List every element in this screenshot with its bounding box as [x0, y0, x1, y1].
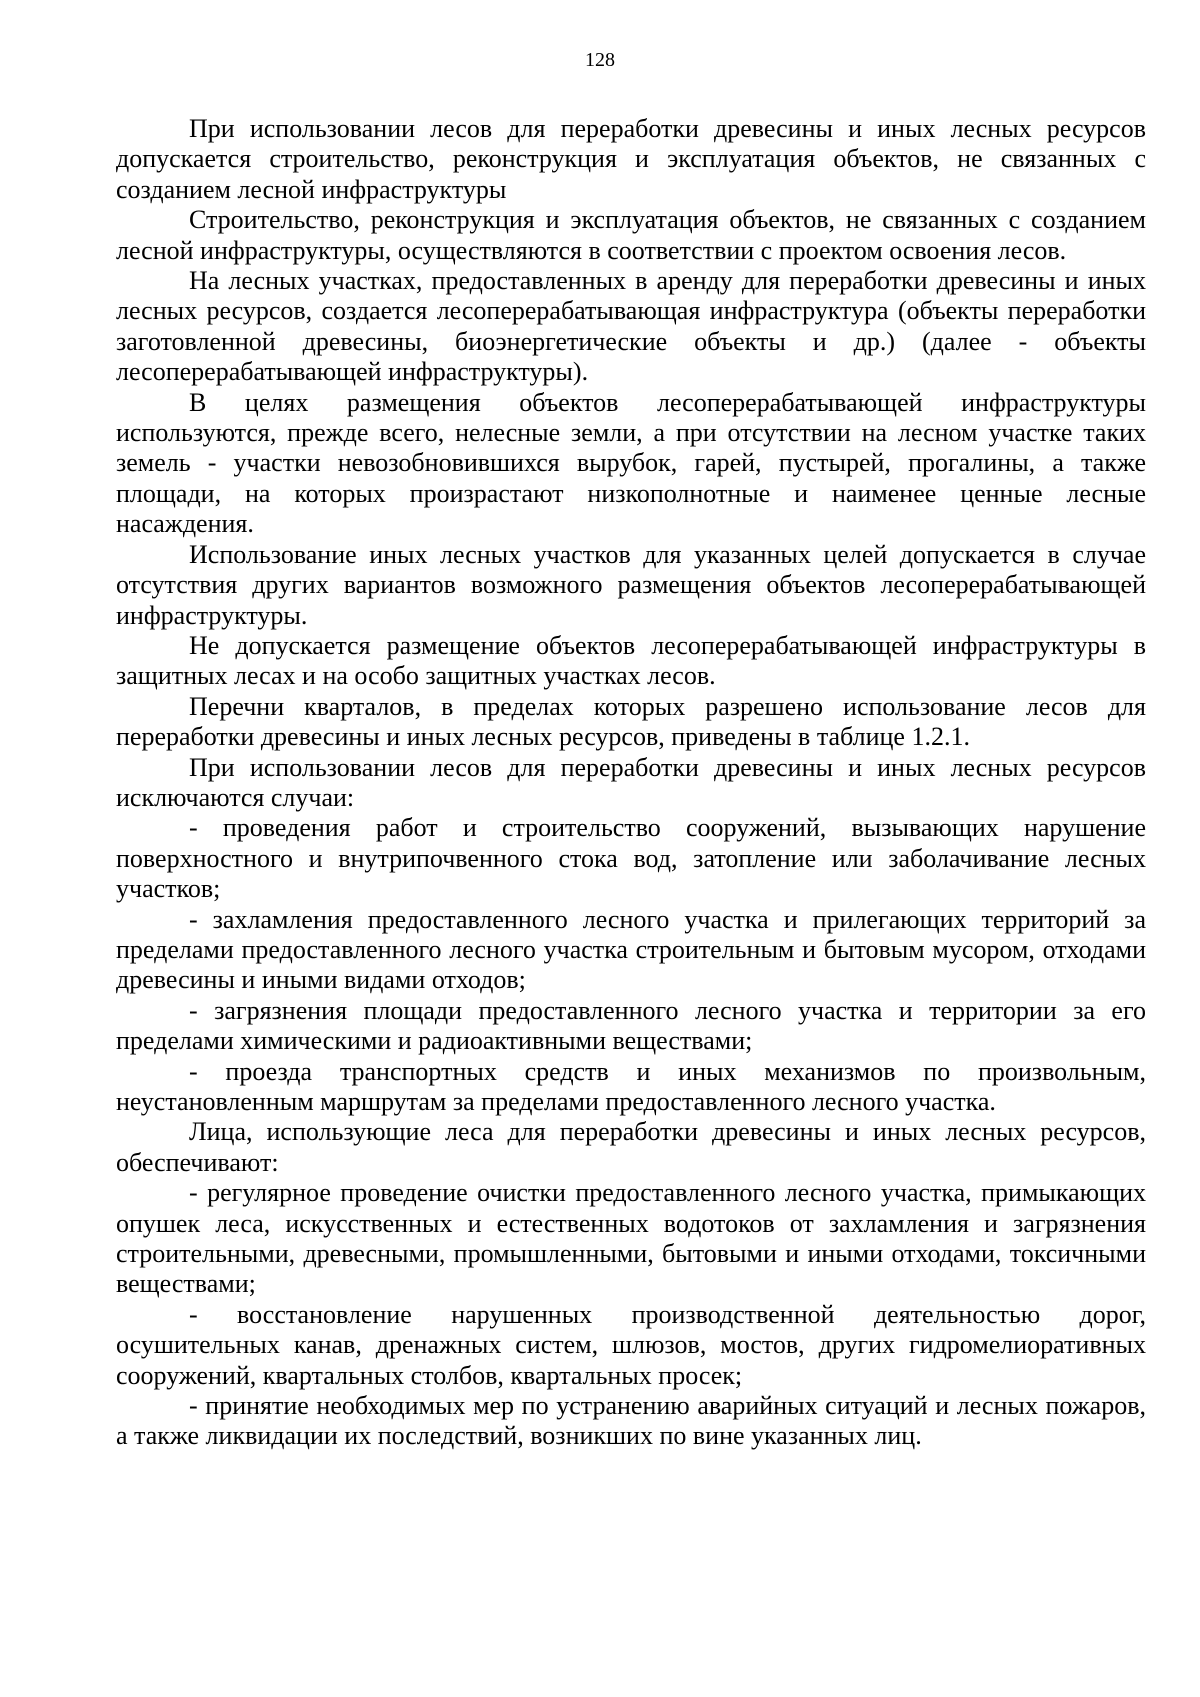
paragraph: Не допускается размещение объектов лесоперерабатывающей инфраструктуры в защитных лесах и на особо защитных участках лесов. — [116, 630, 1146, 691]
paragraph: Использование иных лесных участков для указанных целей допускается в случае отсутствия других вариантов возможного размещения объектов лесоперерабатывающей инфраструктуры. — [116, 539, 1146, 630]
paragraph: Перечни кварталов, в пределах которых разрешено использование лесов для переработки древесины и иных лесных ресурсов, приведены в таблице 1.2.1. — [116, 691, 1146, 752]
list-item: - восстановление нарушенных производственной деятельностью дорог, осушительных канав, дренажных систем, шлюзов, мостов, других гидромелиоративных сооружений, квартальных столбов, квартальных просек; — [116, 1299, 1146, 1390]
document-body — [116, 114, 1146, 1452]
list-item: - проезда транспортных средств и иных механизмов по произвольным, неустановленным маршрутам за пределами предоставленного лесного участка. — [116, 1056, 1146, 1116]
page-number: 128 — [585, 49, 615, 71]
list-item: - захламления предоставленного лесного участка и прилегающих территорий за пределами предоставленного лесного участка строительным и бытовым мусором, отходами древесины и иными видами отходов; — [116, 904, 1146, 995]
list-item: - регулярное проведение очистки предоставленного лесного участка, примыкающих опушек леса, искусственных и естественных водотоков от захламления и загрязнения строительными, древесными, промышленными, бытовыми и иными отходами, токсичными веществами; — [116, 1178, 1146, 1299]
paragraph: В целях размещения объектов лесоперерабатывающей инфраструктуры используются, прежде всего, нелесные земли, а при отсутствии на лесном участке таких земель - участки невозобновившихся вырубок, гарей, пустырей, прогалины, а также площади, на которых произрастают низкополнотные и наименее ценные лесные насаждения. — [116, 387, 1146, 539]
list-item: - проведения работ и строительство сооружений, вызывающих нарушение поверхностного и внутрипочвенного стока вод, затопление или заболачивание лесных участков; — [116, 813, 1146, 904]
paragraph: Лица, использующие леса для переработки древесины и иных лесных ресурсов, обеспечивают: — [116, 1117, 1146, 1177]
paragraph: При использовании лесов для переработки древесины и иных лесных ресурсов исключаются случаи: — [116, 752, 1146, 812]
paragraph: На лесных участках, предоставленных в аренду для переработки древесины и иных лесных ресурсов, создается лесоперерабатывающая инфраструктура (объекты переработки заготовленной древесины, биоэнергетические объекты и др.) (далее - объекты лесоперерабатывающей инфраструктуры). — [116, 266, 1146, 387]
list-item: - принятие необходимых мер по устранению аварийных ситуаций и лесных пожаров, а также ликвидации их последствий, возникших по вине указанных лиц. — [116, 1391, 1146, 1451]
paragraph: При использовании лесов для переработки древесины и иных лесных ресурсов допускается строительство, реконструкция и эксплуатация объектов, не связанных с созданием лесной инфраструктуры — [116, 114, 1146, 204]
paragraph: Строительство, реконструкция и эксплуатация объектов, не связанных с созданием лесной инфраструктуры, осуществляются в соответствии с проектом освоения лесов. — [116, 205, 1146, 265]
list-item: - загрязнения площади предоставленного лесного участка и территории за его пределами химическими и радиоактивными веществами; — [116, 995, 1146, 1056]
